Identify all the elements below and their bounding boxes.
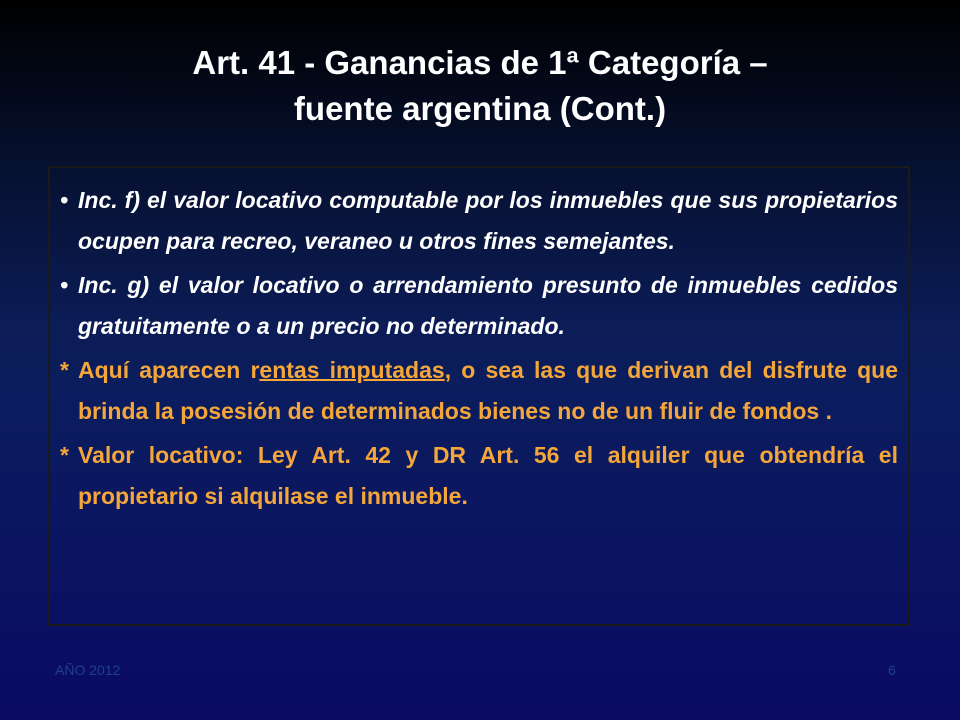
rentas-imputadas-underlined: entas imputadas [259,357,445,383]
note-valor-text: Valor locativo: Ley Art. 42 y DR Art. 56 el alquiler que obtendría el propietario si alquilase el inmueble. [78,442,898,509]
slide-title [60,40,900,132]
asterisk-icon: * [60,442,69,468]
note-rentas-imputadas [60,350,898,431]
paragraph-inc-g [60,265,898,346]
page-number: 6 [888,662,896,678]
paragraph-inc-f-text: Inc. f) el valor locativo computable por los inmuebles que sus propietarios ocupen para recreo, veraneo u otros fines semejantes. [78,187,898,254]
note-rentas-text-before: Aquí aparecen r [78,357,260,383]
content-box [48,166,910,626]
slide-title-line-2: fuente argentina (Cont.) [293,90,667,127]
bullet-icon: • [60,187,69,213]
note-valor-locativo [60,435,898,516]
note-rentas-text-after: , o sea las que derivan del disfrute que brinda la posesión de determinados bienes no de un fluir de fondos . [78,357,899,424]
slide-title-line-1: Art. 41 - Ganancias de 1ª Categoría – [192,44,768,81]
paragraph-inc-f [60,180,898,261]
paragraph-inc-g-text: Inc. g) el valor locativo o arrendamiento presunto de inmuebles cedidos gratuitamente o a un precio no determinado. [78,272,898,339]
bullet-icon: • [60,272,69,298]
asterisk-icon: * [60,357,69,383]
footer-date: AÑO 2012 [55,662,121,678]
